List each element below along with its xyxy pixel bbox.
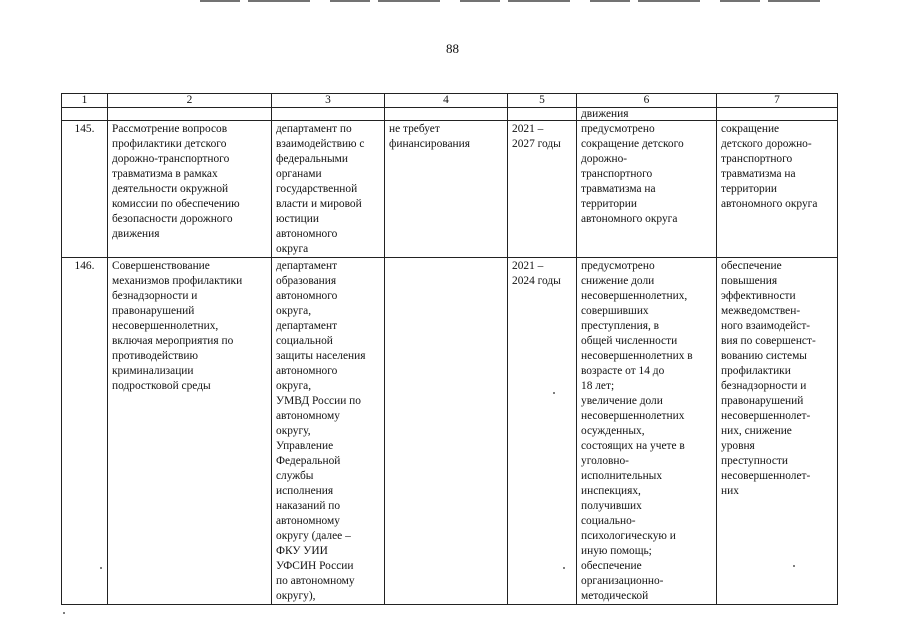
funding-cell (385, 258, 508, 605)
row-number: 146. (62, 258, 108, 605)
column-number-3: 3 (272, 94, 385, 108)
funding-cell: не требует финансирования (385, 121, 508, 258)
continuation-cell (108, 108, 272, 121)
scan-speck (63, 612, 65, 614)
continuation-cell (385, 108, 508, 121)
column-number-1: 1 (62, 94, 108, 108)
result-cell: предусмотрено снижение доли несовершеннолетних, совершивших преступления, в общей численности несовершеннолетних в возрасте от 14 до 18 лет; увеличение доли несовершеннолетних осужденных, состоящих на учете в уголовно- исполнительных инспекциях, получивших социально- психологическую и иную помощь; обеспечение организационно- методической (577, 258, 717, 605)
header-row (62, 94, 838, 108)
continuation-cell (717, 108, 838, 121)
executors-cell: департамент по взаимодействию с федеральными органами государственной власти и мировой юстиции автономного округа (272, 121, 385, 258)
table-row (62, 121, 838, 258)
column-number-6: 6 (577, 94, 717, 108)
executors-cell: департамент образования автономного округа, департамент социальной защиты населения автономного округа, УМВД России по автономному округу, Управление Федеральной службы исполнения наказаний по автономному округу (далее – ФКУ УИИ УФСИН России по автономному округу), (272, 258, 385, 605)
activity-cell: Рассмотрение вопросов профилактики детского дорожно-транспортного травматизма в рамках деятельности окружной комиссии по обеспечению безопасности дорожного движения (108, 121, 272, 258)
column-number-5: 5 (508, 94, 577, 108)
continuation-cell: движения (577, 108, 717, 121)
table-row (62, 258, 838, 605)
row-number: 145. (62, 121, 108, 258)
scan-speck (563, 567, 565, 569)
column-number-2: 2 (108, 94, 272, 108)
scan-artifact-line (200, 0, 820, 2)
page-number: 88 (446, 41, 459, 56)
scan-speck (793, 565, 795, 567)
goal-cell: обеспечение повышения эффективности межведомствен- ного взаимодейст- вия по совершенст- вованию системы профилактики безнадзорности и правонарушений несовершеннолет- них, снижение уровня преступности несовершеннолет- них (717, 258, 838, 605)
continuation-cell (272, 108, 385, 121)
scan-speck (553, 392, 555, 394)
continuation-cell (508, 108, 577, 121)
goal-cell: сокращение детского дорожно- транспортного травматизма на территории автономного округа (717, 121, 838, 258)
result-cell: предусмотрено сокращение детского дорожно- транспортного травматизма на территории автономного округа (577, 121, 717, 258)
continuation-row (62, 108, 838, 121)
column-number-4: 4 (385, 94, 508, 108)
activity-cell: Совершенствование механизмов профилактики безнадзорности и правонарушений несовершеннолетних, включая мероприятия по противодействию криминализации подростковой среды (108, 258, 272, 605)
measures-table (61, 93, 838, 605)
column-number-7: 7 (717, 94, 838, 108)
scan-speck (100, 567, 102, 569)
continuation-cell (62, 108, 108, 121)
period-cell: 2021 – 2024 годы (508, 258, 577, 605)
period-cell: 2021 – 2027 годы (508, 121, 577, 258)
